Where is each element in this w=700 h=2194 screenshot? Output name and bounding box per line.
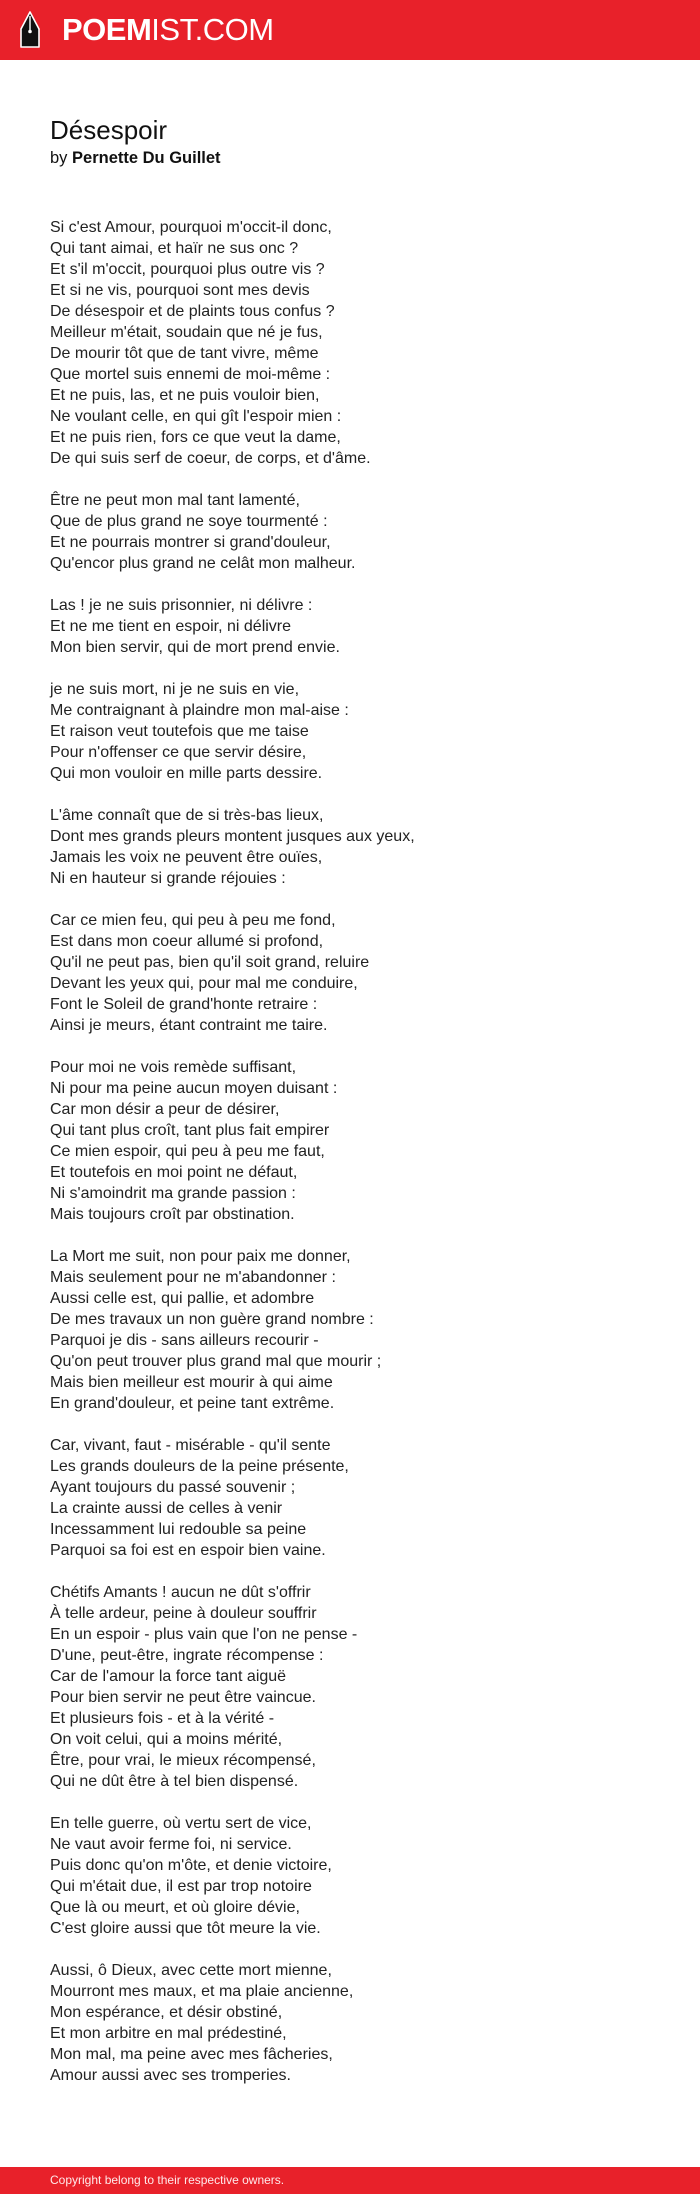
poem-line: Être ne peut mon mal tant lamenté, <box>50 492 300 509</box>
poem-line: Et raison veut toutefois que me taise <box>50 723 309 740</box>
poem-line: Parquoi je dis - sans ailleurs recourir - <box>50 1332 319 1349</box>
poem-line: Ni pour ma peine aucun moyen duisant : <box>50 1080 338 1097</box>
poem-line: Ainsi je meurs, étant contraint me taire. <box>50 1017 328 1034</box>
poem-line: On voit celui, qui a moins mérité, <box>50 1731 283 1748</box>
pen-nib-icon <box>18 10 42 50</box>
poem-line: Mon espérance, et désir obstiné, <box>50 2004 283 2021</box>
poem-line: Et plusieurs fois - et à la vérité - <box>50 1710 275 1727</box>
poem-line: Me contraignant à plaindre mon mal-aise : <box>50 702 349 719</box>
poem-line: Jamais les voix ne peuvent être ouïes, <box>50 849 323 866</box>
author-link[interactable]: Pernette Du Guillet <box>72 149 221 167</box>
poem-line: Que mortel suis ennemi de moi-même : <box>50 366 331 383</box>
poem-line: Être, pour vrai, le mieux récompensé, <box>50 1752 316 1769</box>
poem-line: Car mon désir a peur de désirer, <box>50 1101 280 1118</box>
stanza <box>50 1057 670 1225</box>
poem-line: Et mon arbitre en mal prédestiné, <box>50 2025 287 2042</box>
poem-line: Mon bien servir, qui de mort prend envie. <box>50 639 340 656</box>
poem-line: Et toutefois en moi point ne défaut, <box>50 1164 298 1181</box>
poem-line: Car, vivant, faut - misérable - qu'il sente <box>50 1437 331 1454</box>
poem-line: Car de l'amour la force tant aiguë <box>50 1668 287 1685</box>
copyright-text: Copyright belong to their respective owners. <box>50 2173 285 2187</box>
poem-line: Mais seulement pour ne m'abandonner : <box>50 1269 336 1286</box>
poem-line: Qui ne dût être à tel bien dispensé. <box>50 1773 299 1790</box>
stanza <box>50 1582 670 1792</box>
poem-line: Que là ou meurt, et où gloire dévie, <box>50 1899 300 1916</box>
by-label: by <box>50 149 68 167</box>
poem-line: Qui m'était due, il est par trop notoire <box>50 1878 312 1895</box>
poem-line: En telle guerre, où vertu sert de vice, <box>50 1815 312 1832</box>
stanza <box>50 805 670 889</box>
stanza <box>50 217 670 469</box>
poem-line: C'est gloire aussi que tôt meure la vie. <box>50 1920 321 1937</box>
poem-line: D'une, peut-être, ingrate récompense : <box>50 1647 324 1664</box>
poem-line: Si c'est Amour, pourquoi m'occit-il donc, <box>50 219 332 236</box>
stanza <box>50 1960 670 2086</box>
poem-line: Et ne me tient en espoir, ni délivre <box>50 618 292 635</box>
site-logo[interactable] <box>18 10 274 50</box>
poem-line: Et ne puis rien, fors ce que veut la dame, <box>50 429 341 446</box>
poem-line: Meilleur m'était, soudain que né je fus, <box>50 324 323 341</box>
poem-line: Ne voulant celle, en qui gît l'espoir mien : <box>50 408 342 425</box>
poem-line: Dont mes grands pleurs montent jusques aux yeux, <box>50 828 415 845</box>
poem-line: Et ne puis, las, et ne puis vouloir bien, <box>50 387 320 404</box>
poem-line: Ayant toujours du passé souvenir ; <box>50 1479 296 1496</box>
poem-line: En un espoir - plus vain que l'on ne pense - <box>50 1626 358 1643</box>
poem-line: Et si ne vis, pourquoi sont mes devis <box>50 282 310 299</box>
poem-title: Désespoir <box>50 115 168 145</box>
poem-line: Est dans mon coeur allumé si profond, <box>50 933 324 950</box>
poem-line: Mais toujours croît par obstination. <box>50 1206 295 1223</box>
poem-line: Qui mon vouloir en mille parts dessire. <box>50 765 323 782</box>
poem-line: À telle ardeur, peine à douleur souffrir <box>50 1605 317 1622</box>
logo-text <box>62 10 274 50</box>
logo-text-bold: POEM <box>62 12 152 47</box>
poem-line: Pour bien servir ne peut être vaincue. <box>50 1689 316 1706</box>
poem-line: Amour aussi avec ses tromperies. <box>50 2067 291 2084</box>
poem-line: Aussi, ô Dieux, avec cette mort mienne, <box>50 1962 332 1979</box>
poem-line: Incessamment lui redouble sa peine <box>50 1521 307 1538</box>
poem-line: Que de plus grand ne soye tourmenté : <box>50 513 328 530</box>
poem-line: Qui tant plus croît, tant plus fait empirer <box>50 1122 330 1139</box>
stanza <box>50 595 670 658</box>
stanza <box>50 490 670 574</box>
site-header <box>0 0 700 60</box>
poem-line: Chétifs Amants ! aucun ne dût s'offrir <box>50 1584 311 1601</box>
poem-line: Ni s'amoindrit ma grande passion : <box>50 1185 296 1202</box>
poem-line: Qui tant aimai, et haïr ne sus onc ? <box>50 240 299 257</box>
poem-line: Ce mien espoir, qui peu à peu me faut, <box>50 1143 325 1160</box>
stanza <box>50 910 670 1036</box>
poem-line: La crainte aussi de celles à venir <box>50 1500 283 1517</box>
stanza <box>50 1813 670 1939</box>
poem-line: Mais bien meilleur est mourir à qui aime <box>50 1374 333 1391</box>
poem-line: La Mort me suit, non pour paix me donner, <box>50 1248 351 1265</box>
poem-line: L'âme connaît que de si très-bas lieux, <box>50 807 324 824</box>
poem-body <box>50 217 670 2107</box>
poem-line: Font le Soleil de grand'honte retraire : <box>50 996 318 1013</box>
poem-line: Qu'encor plus grand ne celât mon malheur. <box>50 555 356 572</box>
poem-line: De mes travaux un non guère grand nombre : <box>50 1311 374 1328</box>
logo-text-light: IST.COM <box>151 12 274 47</box>
poem-line: Mourront mes maux, et ma plaie ancienne, <box>50 1983 354 2000</box>
poem-line: Ne vaut avoir ferme foi, ni service. <box>50 1836 292 1853</box>
poem-line: Car ce mien feu, qui peu à peu me fond, <box>50 912 336 929</box>
poem-line: Qu'il ne peut pas, bien qu'il soit grand, reluire <box>50 954 370 971</box>
poem-line: Puis donc qu'on m'ôte, et denie victoire, <box>50 1857 332 1874</box>
poem-line: Qu'on peut trouver plus grand mal que mourir ; <box>50 1353 382 1370</box>
poem-line: De mourir tôt que de tant vivre, même <box>50 345 319 362</box>
poem-line: Mon mal, ma peine avec mes fâcheries, <box>50 2046 333 2063</box>
poem-line: De qui suis serf de coeur, de corps, et d'âme. <box>50 450 371 467</box>
poem-line: De désespoir et de plaints tous confus ? <box>50 303 335 320</box>
poem-line: Aussi celle est, qui pallie, et adombre <box>50 1290 315 1307</box>
stanza <box>50 1246 670 1414</box>
site-footer <box>0 2167 700 2194</box>
poem-line: Pour moi ne vois remède suffisant, <box>50 1059 297 1076</box>
poem-line: Las ! je ne suis prisonnier, ni délivre : <box>50 597 313 614</box>
poem-line: Et ne pourrais montrer si grand'douleur, <box>50 534 331 551</box>
poem-line: Ni en hauteur si grande réjouies : <box>50 870 286 887</box>
stanza <box>50 679 670 784</box>
stanza <box>50 1435 670 1561</box>
poem-line: Devant les yeux qui, pour mal me conduire, <box>50 975 358 992</box>
poem-line: Les grands douleurs de la peine présente, <box>50 1458 349 1475</box>
poem-line: En grand'douleur, et peine tant extrême. <box>50 1395 335 1412</box>
author-line <box>50 147 221 169</box>
poem-line: Et s'il m'occit, pourquoi plus outre vis ? <box>50 261 325 278</box>
poem-line: je ne suis mort, ni je ne suis en vie, <box>50 681 300 698</box>
poem-line: Parquoi sa foi est en espoir bien vaine. <box>50 1542 326 1559</box>
poem-line: Pour n'offenser ce que servir désire, <box>50 744 307 761</box>
